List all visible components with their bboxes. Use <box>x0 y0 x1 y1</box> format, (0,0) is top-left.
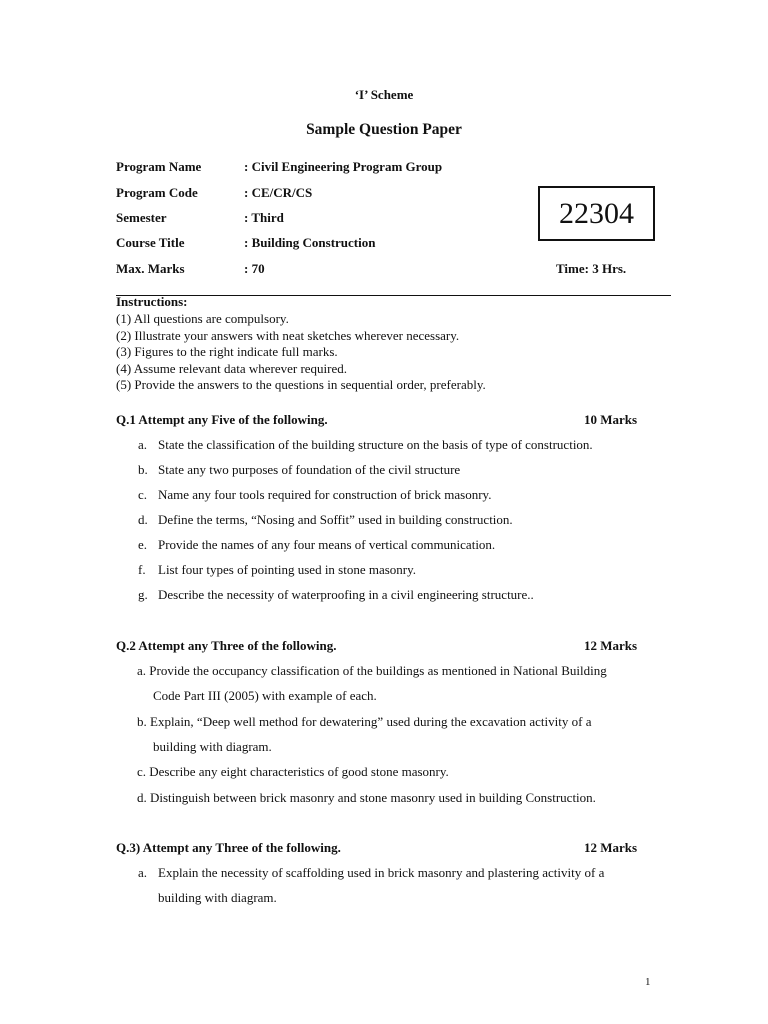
q2-item-line: Code Part III (2005) with example of each. <box>153 688 377 703</box>
q1-item-text: State the classification of the building structure on the basis of type of construction. <box>158 437 593 452</box>
q2-heading: Q.2 Attempt any Three of the following. <box>116 638 337 653</box>
instruction-item: (4) Assume relevant data wherever required. <box>116 361 348 376</box>
q2-marks: 12 Marks <box>584 638 638 653</box>
course-code-box: 22304 <box>538 186 655 241</box>
q1-item-letter: g. <box>138 587 148 602</box>
q3-item-line: Explain the necessity of scaffolding used in brick masonry and plastering activity of a <box>158 865 605 880</box>
semester-value: : Third <box>244 210 284 225</box>
program-name-value: : Civil Engineering Program Group <box>244 159 443 174</box>
page-number: 1 <box>645 976 651 988</box>
max-marks-label: Max. Marks <box>116 261 185 276</box>
q2-item-line: b. Explain, “Deep well method for dewatering” used during the excavation activity of a <box>137 714 592 729</box>
instruction-item: (5) Provide the answers to the questions in sequential order, preferably. <box>116 377 486 392</box>
q2-item-line: c. Describe any eight characteristics of good stone masonry. <box>137 764 449 779</box>
instruction-item: (2) Illustrate your answers with neat sketches wherever necessary. <box>116 328 460 343</box>
q1-item-letter: d. <box>138 512 148 527</box>
q3-item-letter: a. <box>138 865 148 880</box>
q2-item-line: building with diagram. <box>153 739 272 754</box>
program-name-label: Program Name <box>116 159 202 174</box>
q3-heading: Q.3) Attempt any Three of the following. <box>116 840 341 855</box>
max-marks-value: : 70 <box>244 261 265 276</box>
q1-item-letter: b. <box>138 462 148 477</box>
page-title: Sample Question Paper <box>306 121 462 138</box>
q1-item-text: State any two purposes of foundation of the civil structure <box>158 462 461 477</box>
q3-item-line: building with diagram. <box>158 890 277 905</box>
q1-item-letter: a. <box>138 437 148 452</box>
q1-item-letter: c. <box>138 487 148 502</box>
q1-item-text: Name any four tools required for construction of brick masonry. <box>158 487 492 502</box>
q2-item-line: d. Distinguish between brick masonry and stone masonry used in building Construction. <box>137 790 596 805</box>
program-code-value: : CE/CR/CS <box>244 185 313 200</box>
semester-label: Semester <box>116 210 167 225</box>
instructions-heading: Instructions: <box>116 294 188 309</box>
q1-item-text: Provide the names of any four means of vertical communication. <box>158 537 496 552</box>
q1-item-letter: e. <box>138 537 148 552</box>
instruction-item: (1) All questions are compulsory. <box>116 311 289 326</box>
q1-item-text: List four types of pointing used in stone masonry. <box>158 562 417 577</box>
course-title-value: : Building Construction <box>244 235 376 250</box>
q1-item-letter: f. <box>138 562 146 577</box>
scheme-label: ‘I’ Scheme <box>354 87 414 102</box>
instruction-item: (3) Figures to the right indicate full marks. <box>116 344 338 359</box>
q2-item-line: a. Provide the occupancy classification of the buildings as mentioned in National Building <box>137 663 607 678</box>
q1-item-text: Describe the necessity of waterproofing in a civil engineering structure.. <box>158 587 534 602</box>
time-duration: Time: 3 Hrs. <box>556 261 627 276</box>
q1-marks: 10 Marks <box>584 412 638 427</box>
divider <box>116 295 671 296</box>
q1-item-text: Define the terms, “Nosing and Soffit” used in building construction. <box>158 512 513 527</box>
q1-heading: Q.1 Attempt any Five of the following. <box>116 412 328 427</box>
program-code-label: Program Code <box>116 185 198 200</box>
course-title-label: Course Title <box>116 235 185 250</box>
q3-marks: 12 Marks <box>584 840 638 855</box>
